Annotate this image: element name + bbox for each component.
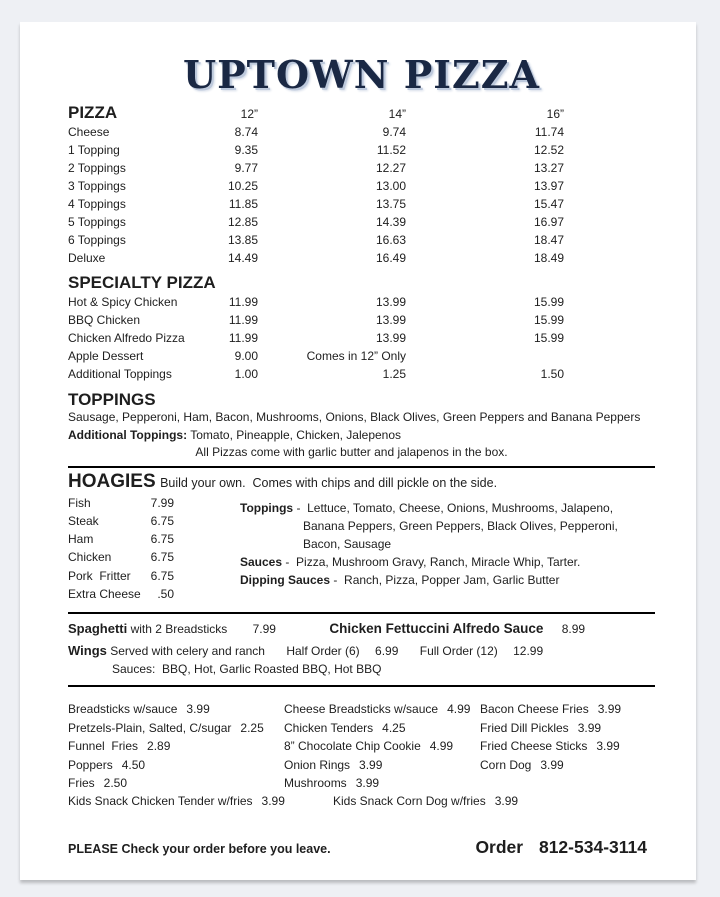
- side-item-name: Breadsticks w/sauce: [68, 702, 178, 717]
- price-14: 13.99: [375, 331, 406, 345]
- price-16: [406, 347, 564, 365]
- alfredo-label: Chicken Fettuccini Alfredo Sauce: [329, 621, 544, 637]
- hoagie-item-name: Extra Cheese: [68, 586, 141, 601]
- hoagie-item-row: [68, 585, 174, 603]
- price-12: 9.35: [234, 143, 258, 157]
- side-item: [68, 792, 333, 810]
- hoagie-item-row: [68, 494, 174, 512]
- side-item-name: Bacon Cheese Fries: [480, 702, 589, 717]
- wings-desc: Served with celery and ranch: [110, 644, 265, 659]
- additional-toppings-list: Tomato, Pineapple, Chicken, Jalepenos: [190, 427, 402, 442]
- hoagie-item-price: 6.75: [150, 550, 174, 565]
- wings-sauces-line: Sauces: BBQ, Hot, Garlic Roasted BBQ, Hot BBQ: [112, 662, 382, 677]
- price-12: 11.99: [228, 313, 258, 327]
- hoagie-item-row: [68, 530, 174, 548]
- phone-number: 812-534-3114: [538, 836, 647, 857]
- side-item-name: Kids Snack Chicken Tender w/fries: [68, 794, 253, 809]
- menu-page: [20, 22, 696, 880]
- side-item-name: Fries: [68, 775, 95, 790]
- side-item-name: Fried Dill Pickles: [480, 720, 569, 735]
- side-item-name: Poppers: [68, 757, 113, 772]
- hoagie-item-row: [68, 567, 174, 585]
- side-item: [284, 756, 480, 774]
- pizza-note: All Pizzas come with garlic butter and jalapenos in the box.: [195, 445, 508, 459]
- menu-item-row: [68, 195, 564, 213]
- side-item: [284, 774, 480, 792]
- hoagie-toppings-continued: Banana Peppers, Green Peppers, Black Olives, Pepperoni,: [303, 518, 618, 533]
- hoagie-item-row: [68, 512, 174, 530]
- item-name: 1 Topping: [68, 143, 120, 157]
- side-item-price: 3.99: [355, 775, 380, 790]
- hoagie-item-price: .50: [157, 586, 174, 601]
- side-item-price: 4.99: [429, 739, 454, 754]
- hoagie-item-name: Steak: [68, 513, 99, 528]
- hoagie-sauces-label: Sauces: [240, 554, 283, 569]
- availability-note: Comes in 12” Only: [306, 349, 406, 363]
- side-item-price: 4.50: [121, 757, 146, 772]
- hoagies-section: [68, 494, 655, 604]
- item-name: Cheese: [68, 125, 110, 139]
- item-name: Additional Toppings: [68, 367, 172, 381]
- pizza-price-table: [68, 103, 564, 383]
- hoagie-toppings-list: - Lettuce, Tomato, Cheese, Onions, Mushrooms, Jalapeno,: [296, 500, 614, 515]
- section-heading-specialty: SPECIALTY PIZZA: [68, 273, 216, 292]
- pizza-header-row: [68, 103, 564, 123]
- side-item-price: 3.99: [494, 794, 519, 809]
- hoagie-toppings-line: [240, 499, 640, 517]
- section-heading-pizza: PIZZA: [68, 103, 118, 122]
- menu-item-row: [68, 141, 564, 159]
- hoagie-item-name: Pork Fritter: [68, 568, 131, 583]
- menu-item-row: [68, 177, 564, 195]
- item-name: 3 Toppings: [68, 179, 126, 193]
- price-16: 18.47: [533, 233, 564, 247]
- side-item: [68, 774, 284, 792]
- full-order-label: Full Order (12): [419, 644, 498, 659]
- sides-column-1: [68, 700, 284, 792]
- sides-column-2: [284, 700, 480, 792]
- side-item-price: 4.25: [382, 720, 406, 735]
- hoagie-item-price: 6.75: [150, 532, 174, 547]
- side-item-price: 3.99: [540, 757, 564, 772]
- item-name: Hot & Spicy Chicken: [68, 295, 178, 309]
- hoagie-item-price: 6.75: [150, 513, 174, 528]
- order-phone-line: [475, 837, 655, 858]
- price-12: 12.85: [227, 215, 258, 229]
- side-item: [68, 756, 284, 774]
- side-item-name: 8” Chocolate Chip Cookie: [284, 739, 421, 754]
- item-name: 5 Toppings: [68, 215, 126, 229]
- side-item-price: 2.89: [147, 739, 171, 754]
- additional-toppings-line: [68, 427, 655, 445]
- price-16: 1.50: [540, 367, 564, 381]
- hoagie-toppings-continued: Bacon, Sausage: [303, 536, 392, 551]
- hoagies-heading-line: [68, 471, 655, 494]
- kids-items-row: [68, 792, 655, 810]
- price-16: 15.47: [533, 197, 564, 211]
- hoagie-sauces-list: - Pizza, Mushroom Gravy, Ranch, Miracle Whip, Tarter.: [285, 554, 581, 569]
- section-divider: [68, 466, 655, 468]
- price-16: 11.74: [534, 125, 564, 139]
- side-item: [480, 719, 655, 737]
- side-item: [284, 719, 480, 737]
- item-name: 4 Toppings: [68, 197, 126, 211]
- price-14: 11.52: [376, 143, 406, 157]
- hoagies-subtitle: Build your own. Comes with chips and dill pickle on the side.: [160, 475, 498, 490]
- side-item-name: Corn Dog: [480, 757, 532, 772]
- price-14: 13.99: [375, 295, 406, 309]
- price-14: 1.25: [382, 367, 406, 381]
- item-name: Chicken Alfredo Pizza: [68, 331, 185, 345]
- hoagie-options: [240, 499, 640, 589]
- side-item-name: Cheese Breadsticks w/sauce: [284, 702, 439, 717]
- side-item: [68, 700, 284, 718]
- additional-toppings-label: Additional Toppings:: [68, 427, 188, 442]
- sides-section: [68, 700, 655, 792]
- wings-label: Wings: [68, 643, 107, 659]
- section-divider: [68, 685, 655, 687]
- hoagie-item-price: 7.99: [150, 495, 174, 510]
- half-order-price: 6.99: [375, 644, 399, 659]
- price-12: 10.25: [227, 179, 258, 193]
- side-item-price: 3.99: [597, 702, 622, 717]
- menu-item-row: [68, 311, 564, 329]
- side-item-name: Pretzels-Plain, Salted, C/sugar: [68, 720, 232, 735]
- spaghetti-line: [68, 621, 655, 637]
- price-12: 13.85: [227, 233, 258, 247]
- page-title: UPTOWN PIZZA: [182, 52, 541, 97]
- toppings-list: Sausage, Pepperoni, Ham, Bacon, Mushrooms, Onions, Black Olives, Green Peppers and Banana Peppers: [68, 410, 641, 424]
- price-16: 13.27: [533, 161, 564, 175]
- price-12: 14.49: [227, 251, 258, 265]
- price-12: 9.77: [234, 161, 258, 175]
- menu-item-row: [68, 249, 564, 267]
- hoagie-item-price: 6.75: [150, 568, 174, 583]
- item-name: Deluxe: [68, 251, 106, 265]
- price-14: 9.74: [382, 125, 406, 139]
- section-heading-toppings: TOPPINGS: [68, 390, 156, 409]
- item-name: BBQ Chicken: [68, 313, 141, 327]
- price-16: 18.49: [533, 251, 564, 265]
- side-item: [480, 700, 655, 718]
- price-14: 13.75: [375, 197, 406, 211]
- side-item-price: 3.99: [596, 739, 620, 754]
- menu-item-row: [68, 213, 564, 231]
- price-16: 15.99: [533, 331, 564, 345]
- side-item-name: Mushrooms: [284, 775, 347, 790]
- price-14: 14.39: [375, 215, 406, 229]
- item-name: 6 Toppings: [68, 233, 126, 247]
- side-item-price: 3.99: [261, 794, 285, 809]
- side-item: [68, 719, 284, 737]
- hoagie-sauces-line: [240, 553, 640, 571]
- hoagie-price-list: [68, 494, 174, 604]
- price-12: 8.74: [234, 125, 258, 139]
- hoagie-dipping-label: Dipping Sauces: [240, 572, 331, 587]
- order-label: Order: [475, 836, 524, 857]
- menu-item-row: [68, 347, 564, 365]
- sides-column-3: [480, 700, 655, 792]
- side-item-price: 3.99: [359, 757, 383, 772]
- price-16: 15.99: [533, 295, 564, 309]
- menu-item-row: [68, 293, 564, 311]
- price-12: 11.85: [228, 197, 258, 211]
- price-14: 12.27: [375, 161, 406, 175]
- side-item: [333, 792, 518, 810]
- side-item: [480, 756, 655, 774]
- price-16: 12.52: [533, 143, 564, 157]
- menu-item-row: [68, 231, 564, 249]
- size-header-12: 12”: [240, 107, 258, 121]
- footer-notice: PLEASE Check your order before you leave.: [68, 841, 331, 856]
- side-item: [68, 737, 284, 755]
- price-12: 11.99: [228, 295, 258, 309]
- price-16: 13.97: [533, 179, 564, 193]
- side-item-name: Chicken Tenders: [284, 720, 374, 735]
- hoagie-item-name: Chicken: [68, 550, 112, 565]
- side-item-name: Funnel Fries: [68, 739, 139, 754]
- menu-item-row: [68, 123, 564, 141]
- side-item-price: 4.99: [447, 702, 471, 717]
- side-item-price: 3.99: [577, 720, 602, 735]
- item-name: 2 Toppings: [68, 161, 126, 175]
- side-item-name: Fried Cheese Sticks: [480, 739, 588, 754]
- menu-item-row: [68, 329, 564, 347]
- footer: [68, 837, 655, 858]
- side-item-name: Onion Rings: [284, 757, 351, 772]
- spaghetti-label: Spaghetti: [68, 621, 128, 637]
- side-item-name: Kids Snack Corn Dog w/fries: [333, 794, 486, 809]
- size-header-16: 16”: [546, 107, 564, 121]
- price-14: 13.99: [375, 313, 406, 327]
- side-item: [480, 737, 655, 755]
- price-12: 11.99: [228, 331, 258, 345]
- price-16: 16.97: [533, 215, 564, 229]
- full-order-price: 12.99: [513, 644, 544, 659]
- side-item-price: 2.25: [240, 720, 264, 735]
- size-header-14: 14”: [388, 107, 406, 121]
- hoagie-item-name: Ham: [68, 532, 94, 547]
- spaghetti-desc: with 2 Breadsticks: [130, 622, 228, 637]
- hoagie-item-name: Fish: [68, 495, 91, 510]
- item-name: Apple Dessert: [68, 349, 144, 363]
- half-order-label: Half Order (6): [286, 644, 360, 659]
- price-14: 13.00: [375, 179, 406, 193]
- section-divider: [68, 612, 655, 614]
- price-16: 15.99: [533, 313, 564, 327]
- hoagie-item-row: [68, 548, 174, 566]
- menu-item-row: [68, 159, 564, 177]
- spaghetti-price: 7.99: [252, 622, 276, 637]
- hoagie-dipping-line: [240, 571, 640, 589]
- price-12: 1.00: [234, 367, 258, 381]
- alfredo-price: 8.99: [561, 622, 586, 637]
- hoagie-dipping-list: - Ranch, Pizza, Popper Jam, Garlic Butter: [333, 572, 560, 587]
- hoagie-toppings-label: Toppings: [240, 500, 294, 515]
- price-14: 16.49: [375, 251, 406, 265]
- side-item: [284, 737, 480, 755]
- price-14: 16.63: [375, 233, 406, 247]
- side-item-price: 2.50: [103, 775, 128, 790]
- side-item-price: 3.99: [186, 702, 210, 717]
- section-heading-hoagies: HOAGIES: [68, 470, 156, 492]
- price-12: 9.00: [234, 349, 258, 363]
- specialty-heading-row: [68, 267, 564, 293]
- wings-line: [68, 643, 655, 659]
- side-item: [284, 700, 480, 718]
- menu-item-row: [68, 365, 564, 383]
